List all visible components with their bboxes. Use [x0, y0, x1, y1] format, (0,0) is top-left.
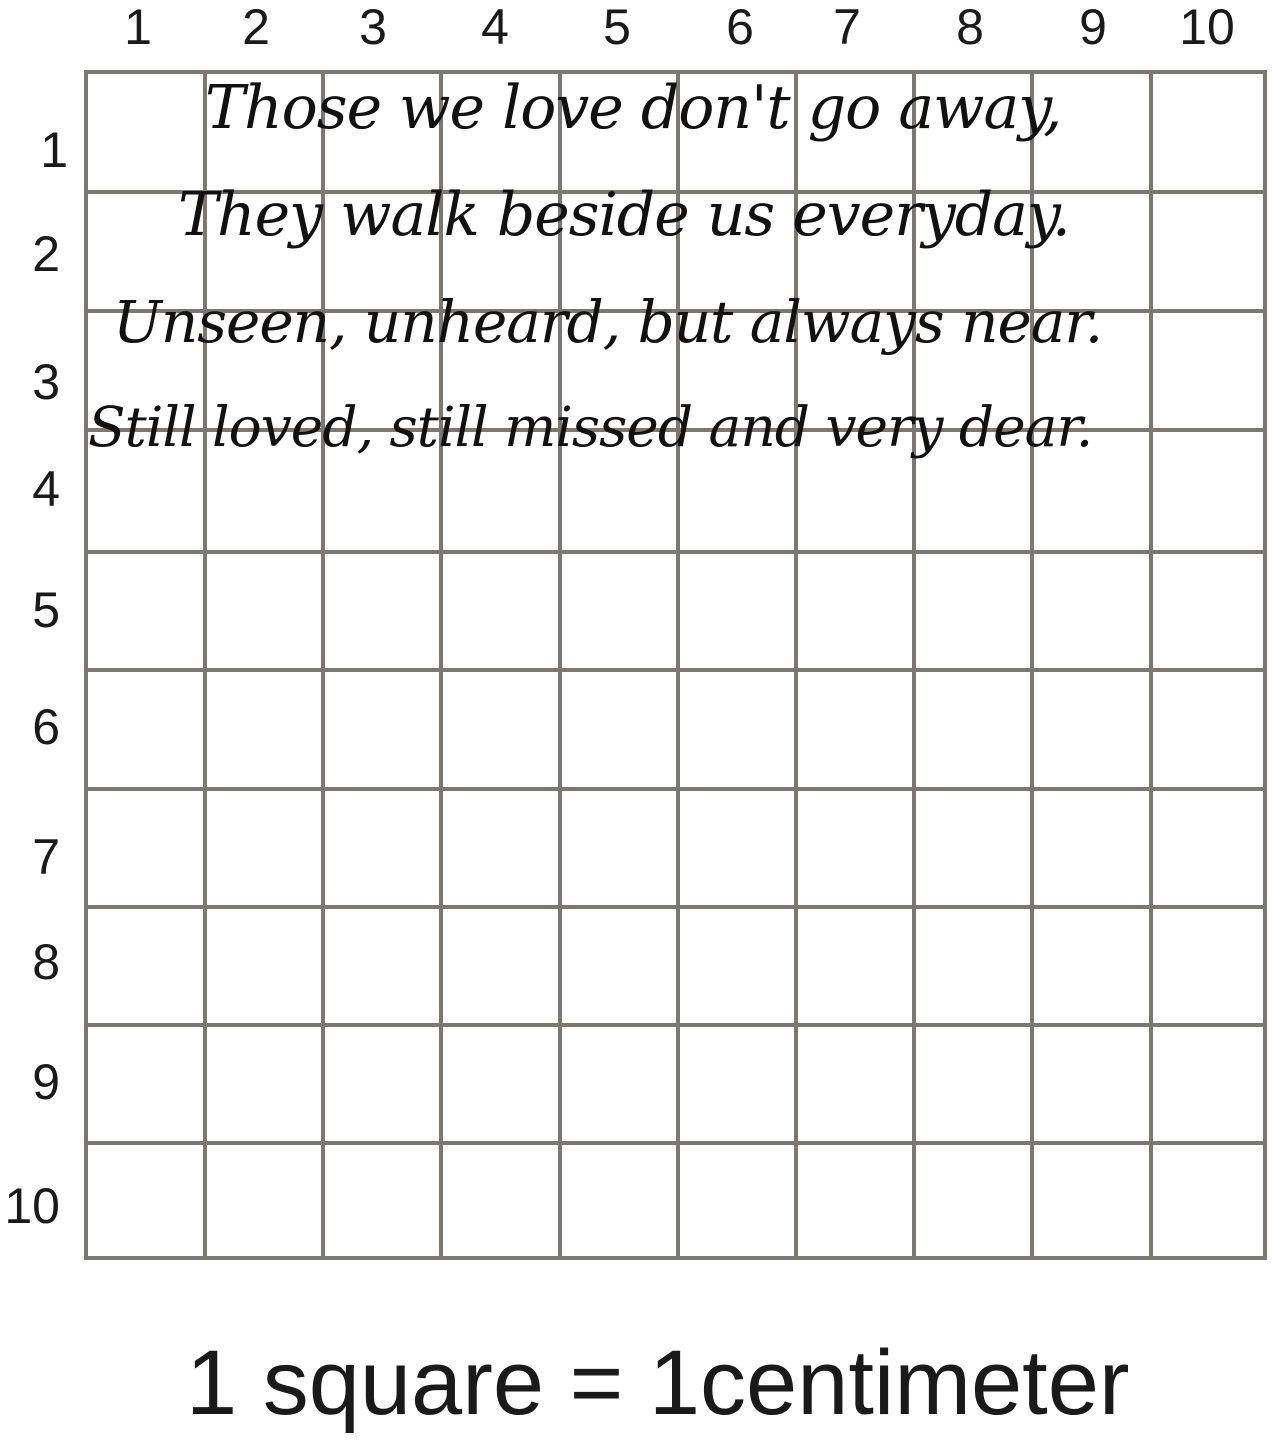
grid-vertical-line [676, 74, 680, 1256]
row-label-3: 3 [32, 354, 60, 410]
row-label-1: 1 [40, 122, 68, 178]
verse-line-2: They walk beside us everyday. [178, 180, 1070, 250]
grid-horizontal-line [88, 550, 1263, 554]
column-label-5: 5 [603, 0, 631, 55]
grid-horizontal-line [88, 787, 1263, 791]
grid-vertical-line [794, 74, 798, 1256]
verse-line-4: Still loved, still missed and very dear. [88, 395, 1093, 459]
row-label-10: 10 [4, 1178, 60, 1234]
grid-vertical-line [558, 74, 562, 1256]
row-label-4: 4 [32, 461, 60, 517]
grid-vertical-line [1149, 74, 1153, 1256]
grid-horizontal-line [88, 905, 1263, 909]
column-label-8: 8 [956, 0, 984, 55]
column-label-1: 1 [124, 0, 152, 55]
grid-vertical-line [912, 74, 916, 1256]
column-label-7: 7 [833, 0, 861, 55]
grid-horizontal-line [88, 1023, 1263, 1027]
verse-line-3: Unseen, unheard, but always near. [113, 288, 1103, 356]
column-label-2: 2 [242, 0, 270, 55]
scale-caption: 1 square = 1centimeter [186, 1332, 1130, 1434]
grid-horizontal-line [88, 309, 1263, 313]
column-label-3: 3 [359, 0, 387, 55]
grid-horizontal-line [88, 190, 1263, 194]
grid-vertical-line [1030, 74, 1034, 1256]
row-label-8: 8 [32, 934, 60, 990]
grid-vertical-line [439, 74, 443, 1256]
row-label-2: 2 [32, 226, 60, 282]
row-label-9: 9 [32, 1054, 60, 1110]
column-label-4: 4 [481, 0, 509, 55]
grid-horizontal-line [88, 668, 1263, 672]
centimeter-grid [84, 70, 1267, 1260]
column-label-10: 10 [1179, 0, 1235, 55]
grid-vertical-line [321, 74, 325, 1256]
grid-vertical-line [203, 74, 207, 1256]
grid-horizontal-line [88, 1141, 1263, 1145]
grid-horizontal-line [88, 428, 1263, 432]
verse-line-1: Those we love don't go away, [205, 73, 1062, 143]
row-label-5: 5 [32, 582, 60, 638]
row-label-6: 6 [32, 699, 60, 755]
column-label-9: 9 [1079, 0, 1107, 55]
row-label-7: 7 [32, 829, 60, 885]
column-label-6: 6 [726, 0, 754, 55]
